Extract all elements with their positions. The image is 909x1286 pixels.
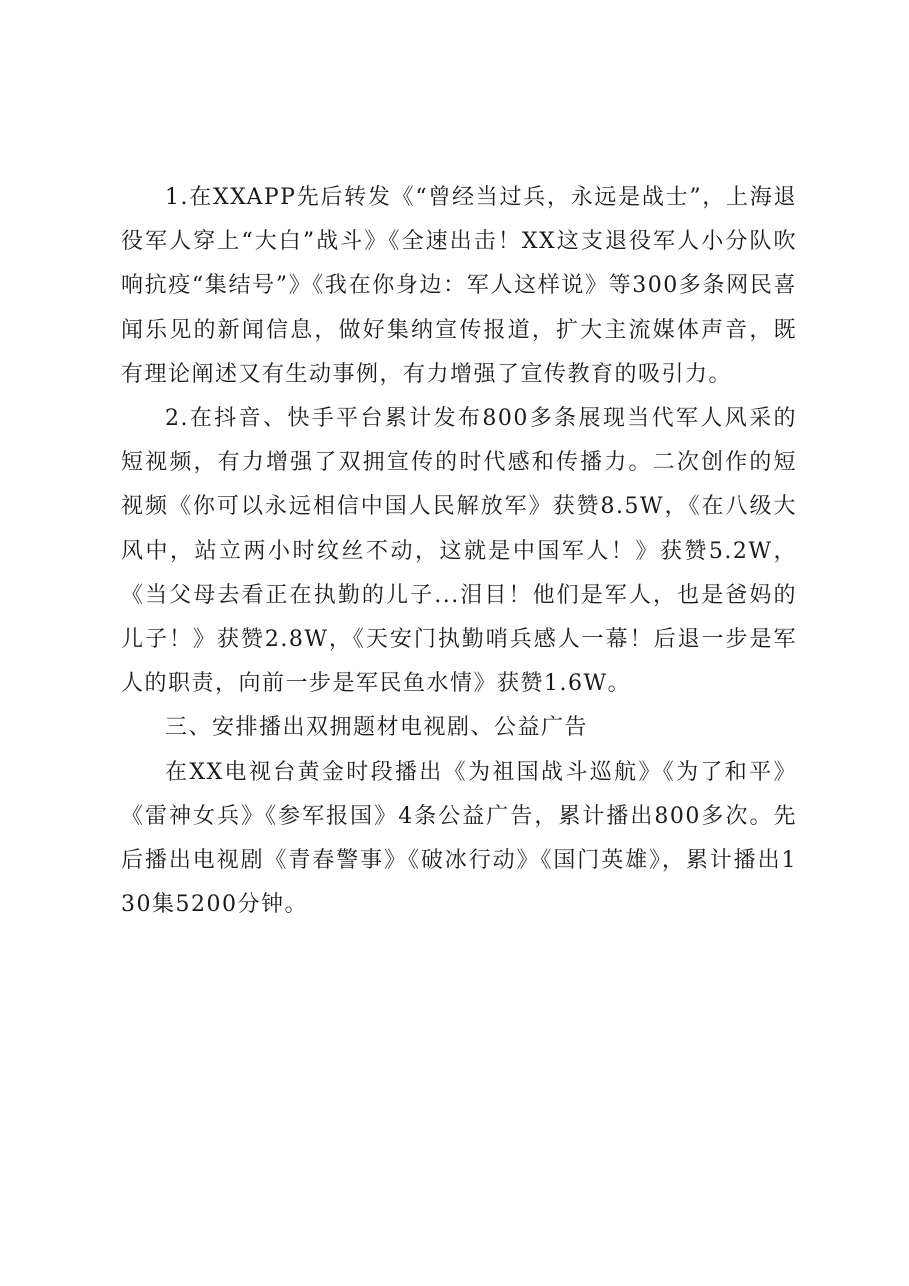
section-heading: 三、安排播出双拥题材电视剧、公益广告 xyxy=(165,715,589,741)
section-paragraph: 在XX电视台黄金时段播出《为祖国战斗巡航》《为了和平》《雷神女兵》《参军报国》4条公益广告，累计播出800多次。先后播出电视剧《青春警事》《破冰行动》《国门英雄》，累计播出130集5200分钟。 xyxy=(121,759,797,918)
document-body xyxy=(121,176,797,927)
paragraph-item-2: 2.在抖音、快手平台累计发布800多条展现当代军人风采的短视频，有力增强了双拥宣传的时代感和传播力。二次创作的短视频《你可以永远相信中国人民解放军》获赞8.5W，《在八级大风中，站立两小时纹丝不动，这就是中国军人！》获赞5.2W，《当父母去看正在执勤的儿子...泪目！他们是军人，也是爸妈的儿子！》获赞2.8W，《天安门执勤哨兵感人一幕！后退一步是军人的职责，向前一步是军民鱼水情》获赞1.6W。 xyxy=(121,406,797,697)
paragraph-item-1: 1.在XXAPP先后转发《“曾经当过兵，永远是战士”，上海退役军人穿上“大白”战斗》《全速出击！XX这支退役军人小分队吹响抗疫“集结号”》《我在你身边：军人这样说》等300多条网民喜闻乐见的新闻信息，做好集纳宣传报道，扩大主流媒体声音，既有理论阐述又有生动事例，有力增强了宣传教育的吸引力。 xyxy=(121,185,797,387)
